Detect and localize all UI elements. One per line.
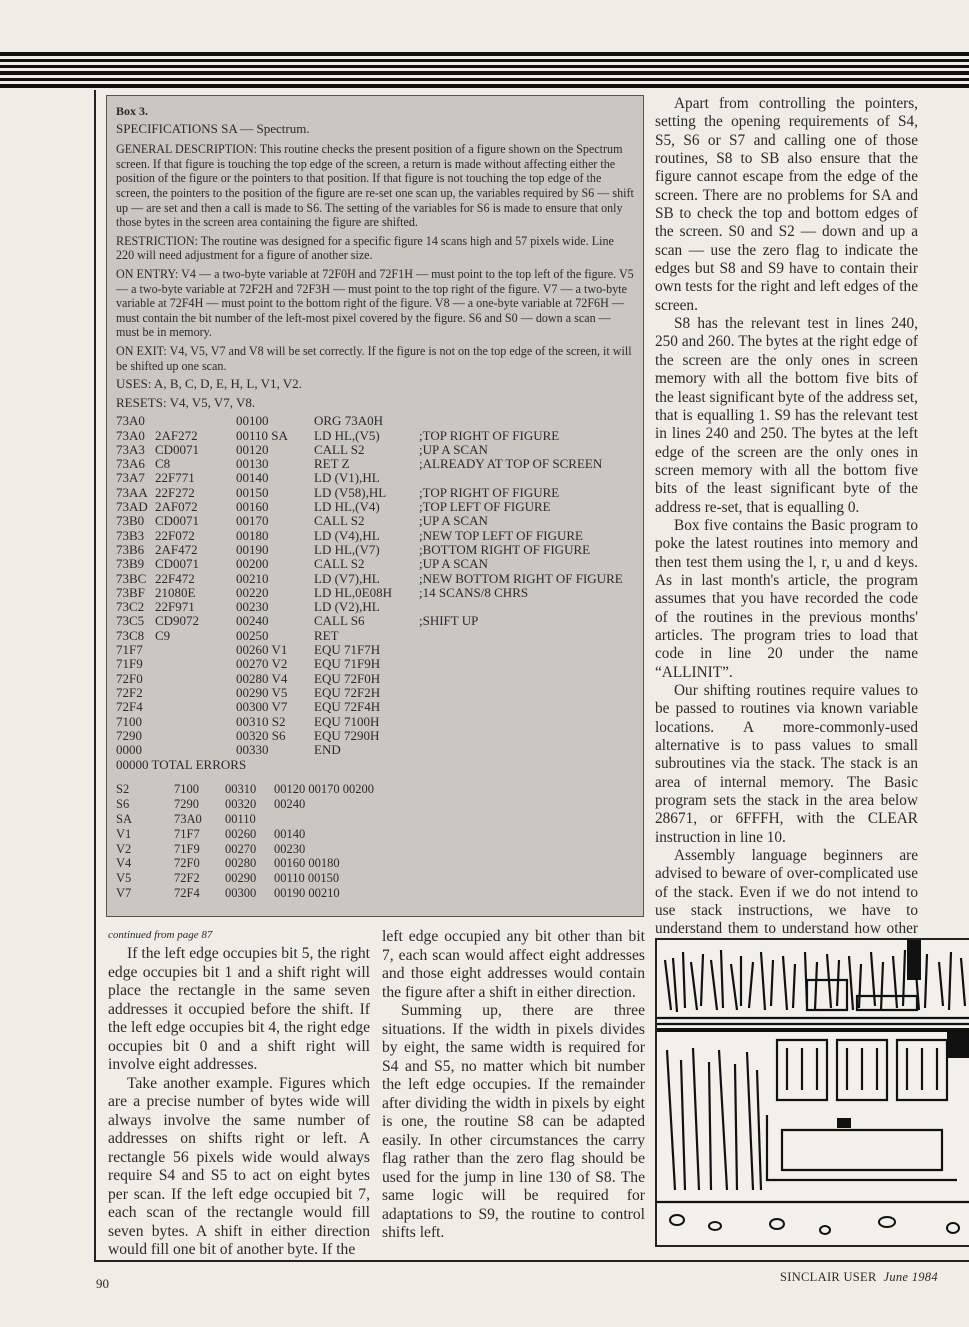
listing-line-number: 00100 [236,413,269,429]
listing-instruction: RET [314,627,339,643]
listing-address: 73BC [116,570,147,586]
listing-comment: ;UP A SCAN [419,513,488,529]
listing-comment: ;NEW TOP LEFT OF FIGURE [419,527,583,543]
listing-comment: ;ALREADY AT TOP OF SCREEN [419,456,603,472]
box-restriction: RESTRICTION: The routine was designed for a specific figure 14 scans high and 57 pixels wide. Line 220 will need adjustment for a figure of another size. [116,233,614,263]
listing-instruction: ORG 73A0H [314,413,383,429]
listing-line-number: 00180 [236,527,269,543]
listing-row [116,500,635,514]
frame-left-rule [94,90,96,1262]
listing-instruction: LD (V1),HL [314,470,380,486]
xref-definition: 00290 [225,871,257,886]
listing-instruction: LD (V58),HL [314,484,387,500]
listing-address: 73B6 [116,541,145,557]
listing-hex: 22F472 [155,570,195,586]
listing-row [116,686,635,700]
xref-symbol: V5 [116,871,132,886]
listing-line-number: 00220 [236,584,269,600]
paragraph: Summing up, there are three situations. If the width in pixels divides by eight, the same width is required for S4 and S5, no matter which bit number the left edge occupies. If the remainder after dividing the width in pixels by eight is one, the routine S8 can be adapted easily. In other circumstances the carry flag rather than the zero flag should be used for the jump in line 130 of S8. The same logic will be required for adaptations to S9, the routine to control shifts left. [382,1002,645,1241]
listing-line-number: 00260 V1 [236,642,288,658]
paragraph: S8 has the relevant test in lines 240, 250 and 260. The bytes at the right edge of the screen are the only ones in screen memory with all the bottom five bits of the least significant byte of the address set, that is equalling 1. S9 has the relevant test in lines 240 and 250. The bytes at the left edge of the screen are the only ones in screen memory with all the bottom five bits of the least significant byte of the address re-set, that is equalling 0. [655,315,918,516]
listing-hex: 22F072 [155,527,195,543]
listing-hex: 22F771 [155,470,195,486]
listing-address: 73A6 [116,456,145,472]
listing-instruction: END [314,742,341,758]
listing-instruction: EQU 7100H [314,713,380,729]
xref-row [116,812,635,827]
listing-address: 72F0 [116,670,143,686]
listing-address: 73A3 [116,441,145,457]
continued-from-note: continued from page 87 [108,929,213,941]
xref-definition: 00320 [225,797,257,812]
xref-address: 7290 [174,797,199,812]
listing-instruction: EQU 71F7H [314,642,381,658]
illustration [655,938,969,1247]
listing-instruction: LD (V7),HL [314,570,380,586]
listing-address: 73B3 [116,527,145,543]
listing-comment: ;TOP RIGHT OF FIGURE [419,484,560,500]
listing-hex: CD0071 [155,441,200,457]
listing-comment: ;TOP RIGHT OF FIGURE [419,427,560,443]
listing-instruction: CALL S2 [314,556,365,572]
listing-comment: ;BOTTOM RIGHT OF FIGURE [419,541,591,557]
xref-references: 00190 00210 [274,885,340,900]
listing-line-number: 00190 [236,541,269,557]
box-specifications: SPECIFICATIONS SA — Spectrum. [116,120,310,136]
xref-references: 00110 00150 [274,871,340,886]
listing-instruction: RET Z [314,456,350,472]
listing-line-number: 00290 V5 [236,684,288,700]
xref-symbol: SA [116,812,132,826]
xref-references: 00140 [274,826,306,841]
assembly-listing [116,414,635,757]
xref-references: 00230 [274,841,306,856]
listing-instruction: EQU 7290H [314,727,380,743]
box-general-description: GENERAL DESCRIPTION: This routine checks the present position of a figure shown on the Spectrum screen. If that figure is touching the top edge of the screen, a return is made without affecting either the position of the figure or the pointers to that position. If that figure is not touching the top edge of the screen, the pointers to the position of the figure are re-set one scan up, the variables required by S6 — shift up — are set and then a call is made to S6. The setting of the variables for S6 is made to ensure that only those bytes in the screen area containing the figure are shifted. [116,142,634,230]
listing-row [116,643,635,657]
xref-symbol: S2 [116,782,130,797]
listing-line-number: 00250 [236,627,269,643]
xref-symbol: V4 [116,856,132,871]
listing-hex: 22F971 [155,599,195,615]
xref-address: 73A0 [174,812,202,826]
xref-references: 00240 [274,797,306,812]
xref-row [116,827,635,842]
listing-instruction: EQU 72F0H [314,670,381,686]
listing-row [116,471,635,485]
listing-address: 73AA [116,484,148,500]
issue-date: June 1984 [883,1270,938,1284]
xref-address: 71F7 [174,826,200,841]
total-errors: 00000 TOTAL ERRORS [116,757,247,773]
listing-row [116,729,635,743]
listing-hex: C8 [155,456,171,472]
listing-row [116,486,635,500]
paragraph: Our shifting routines require values to be passed to routines via known variable locations. A more-commonly-used alternative is to pass values to small subroutines via the stack. The stack is an area of internal memory. The Basic program sets the stack in the area below 28671, or 6FFFH, with the CLEAR instruction in line 10. [655,682,918,846]
listing-instruction: LD (V2),HL [314,599,380,615]
paragraph: Box five contains the Basic program to poke the latest routines into memory and then test them using the l, r, u and d keys. As in last month's article, the program assumes that you have recorded the code of the routines in the previous months' articles. The program tries to load that code in line 20 under the name “ALLINIT”. [655,516,918,681]
xref-definition: 00310 [225,782,257,797]
listing-line-number: 00300 V7 [236,699,288,715]
xref-references: 00120 00170 00200 [274,782,374,797]
listing-line-number: 00310 S2 [236,713,286,729]
listing-line-number: 00280 V4 [236,670,288,686]
listing-address: 7290 [116,727,142,743]
page-number: 90 [96,1276,109,1291]
listing-hex: 22F272 [155,484,195,500]
listing-line-number: 00170 [236,513,269,529]
listing-row [116,514,635,528]
listing-instruction: CALL S2 [314,441,365,457]
magazine-footer [780,1270,938,1285]
xref-row [116,782,635,797]
listing-line-number: 00200 [236,556,269,572]
listing-hex: 2AF472 [155,541,198,557]
box-on-entry: ON ENTRY: V4 — a two-byte variable at 72F0H and 72F1H — must point to the top left of the figure. V5 — a two-byte variable at 72F2H and 72F3H — must point to the top right of the figure. V7 — a two-byte variable at 72F4H — must point to the bottom right of the figure. V8 — a one-byte variable at 72F6H — must contain the bit number of the left-most pixel covered by the figure. S6 and S0 — down a scan — must be in memory. [116,266,634,340]
listing-row [116,743,635,757]
listing-row [116,600,635,614]
xref-references: 00160 00180 [274,856,340,871]
listing-hex: C9 [155,627,171,643]
listing-row [116,529,635,543]
listing-address: 71F7 [116,642,143,658]
xref-address: 72F0 [174,856,200,871]
xref-address: 7100 [174,782,199,797]
column-1 [108,928,370,1260]
paragraph: If the left edge occupies bit 5, the right edge occupies bit 1 and a shift right will place the rectangle in the same seven addresses it occupied before the shift. If the left edge occupies bit 4, the right edge occupies bit 0 and a shift right will involve eight addresses. [108,945,370,1073]
spectrum-screen-illustration [657,940,969,1247]
box-resets: RESETS: V4, V5, V7, V8. [116,394,256,410]
listing-address: 73A0 [116,427,145,443]
listing-instruction: LD HL,(V4) [314,499,380,515]
xref-row [116,886,635,901]
paragraph: left edge occupied any bit other than bit 7, each scan would affect eight addresses and those eight addresses would contain the figure after a shift in either direction. [382,928,645,1001]
box-uses: USES: A, B, C, D, E, H, L, V1, V2. [116,376,302,392]
xref-address: 71F9 [174,841,200,856]
right-column [655,95,918,957]
listing-row [116,443,635,457]
xref-symbol: S6 [116,797,130,812]
listing-comment: ;14 SCANS/8 CHRS [419,584,529,600]
listing-instruction: LD HL,0E08H [314,584,392,600]
listing-address: 73C2 [116,599,145,615]
listing-row [116,414,635,428]
listing-row [116,715,635,729]
listing-row [116,572,635,586]
listing-comment: ;TOP LEFT OF FIGURE [419,499,551,515]
listing-instruction: LD HL,(V5) [314,427,380,443]
xref-symbol: V2 [116,841,132,856]
listing-row [116,429,635,443]
xref-row [116,797,635,812]
xref-definition: 00260 [225,826,257,841]
xref-row [116,842,635,857]
listing-address: 73BF [116,584,145,600]
listing-address: 73C5 [116,613,145,629]
listing-line-number: 00240 [236,613,269,629]
paragraph: Apart from controlling the pointers, setting the opening requirements of S4, S5, S6 or S7 and calling one of those routines, S8 to SB also ensure that the figure cannot escape from the edge of the screen. There are no problems for SA and SB to check the top and bottom edges of the screen. S0 and S2 — down and up a scan — use the zero flag to indicate the edges but S8 and S9 have to contain their own tests for the right and left edges of the screen. [655,95,918,314]
listing-line-number: 00270 V2 [236,656,288,672]
listing-row [116,557,635,571]
listing-row [116,657,635,671]
box-on-exit: ON EXIT: V4, V5, V7 and V8 will be set correctly. If the figure is not on the top edge of the screen, it will be shifted up one scan. [116,343,632,373]
paragraph: Take another example. Figures which are a precise number of bytes wide will always involve the same number of addresses on shifts right or left. A rectangle 56 pixels wide would always require S4 and S5 to act on eight bytes per scan. If the left edge occupied bit 7, each scan of the rectangle would fill seven bytes. A shift in either direction would fill one bit of another byte. If the [108,1074,370,1258]
listing-line-number: 00140 [236,470,269,486]
paragraph: Assembly language beginners are advised to beware of over-complicated use of the stack. Even if we do not intend to use stack instructions, we have to understand them to understand how other [655,847,918,938]
listing-address: 73C8 [116,627,145,643]
listing-address: 73B0 [116,513,145,529]
column-2 [382,928,645,1243]
listing-address: 0000 [116,742,142,758]
listing-address: 72F4 [116,699,143,715]
listing-comment: ;UP A SCAN [419,441,488,457]
listing-comment: ;SHIFT UP [419,613,479,629]
listing-instruction: EQU 72F2H [314,684,381,700]
header-rules [0,52,969,90]
listing-comment: ;NEW BOTTOM RIGHT OF FIGURE [419,570,623,586]
listing-line-number: 00320 S6 [236,727,286,743]
listing-row [116,672,635,686]
listing-instruction: LD (V4),HL [314,527,380,543]
xref-row [116,871,635,886]
listing-line-number: 00120 [236,441,269,457]
listing-line-number: 00230 [236,599,269,615]
listing-comment: ;UP A SCAN [419,556,488,572]
listing-address: 73B9 [116,556,145,572]
cross-reference-table [116,782,635,900]
xref-definition: 00280 [225,856,257,871]
listing-address: 7100 [116,713,142,729]
listing-row [116,614,635,628]
listing-row [116,700,635,714]
listing-instruction: EQU 71F9H [314,656,381,672]
listing-address: 73A0 [116,413,145,429]
box-3 [106,95,644,917]
listing-line-number: 00210 [236,570,269,586]
listing-row [116,457,635,471]
listing-hex: CD0071 [155,513,200,529]
listing-instruction: CALL S2 [314,513,365,529]
listing-address: 73A7 [116,470,145,486]
frame-bottom-rule [94,1260,969,1262]
listing-address: 73AD [116,499,148,515]
listing-address: 71F9 [116,656,143,672]
listing-line-number: 00330 [236,742,269,758]
listing-instruction: LD HL,(V7) [314,541,380,557]
magazine-name: SINCLAIR USER [780,1270,877,1284]
listing-row [116,629,635,643]
xref-row [116,856,635,871]
listing-line-number: 00150 [236,484,269,500]
listing-line-number: 00160 [236,499,269,515]
listing-hex: 2AF272 [155,427,198,443]
listing-hex: 2AF072 [155,499,198,515]
listing-instruction: EQU 72F4H [314,699,381,715]
xref-address: 72F4 [174,885,200,900]
listing-row [116,543,635,557]
box-title: Box 3. [116,104,149,118]
xref-definition: 00300 [225,885,257,900]
xref-symbol: V7 [116,885,132,900]
xref-symbol: V1 [116,826,132,841]
xref-definition: 00110 [225,812,256,826]
listing-instruction: CALL S6 [314,613,365,629]
listing-line-number: 00110 SA [236,427,288,443]
listing-address: 72F2 [116,684,143,700]
listing-hex: 21080E [155,584,196,600]
listing-hex: CD0071 [155,556,200,572]
listing-line-number: 00130 [236,456,269,472]
xref-address: 72F2 [174,871,200,886]
xref-definition: 00270 [225,841,257,856]
listing-hex: CD9072 [155,613,200,629]
listing-row [116,586,635,600]
